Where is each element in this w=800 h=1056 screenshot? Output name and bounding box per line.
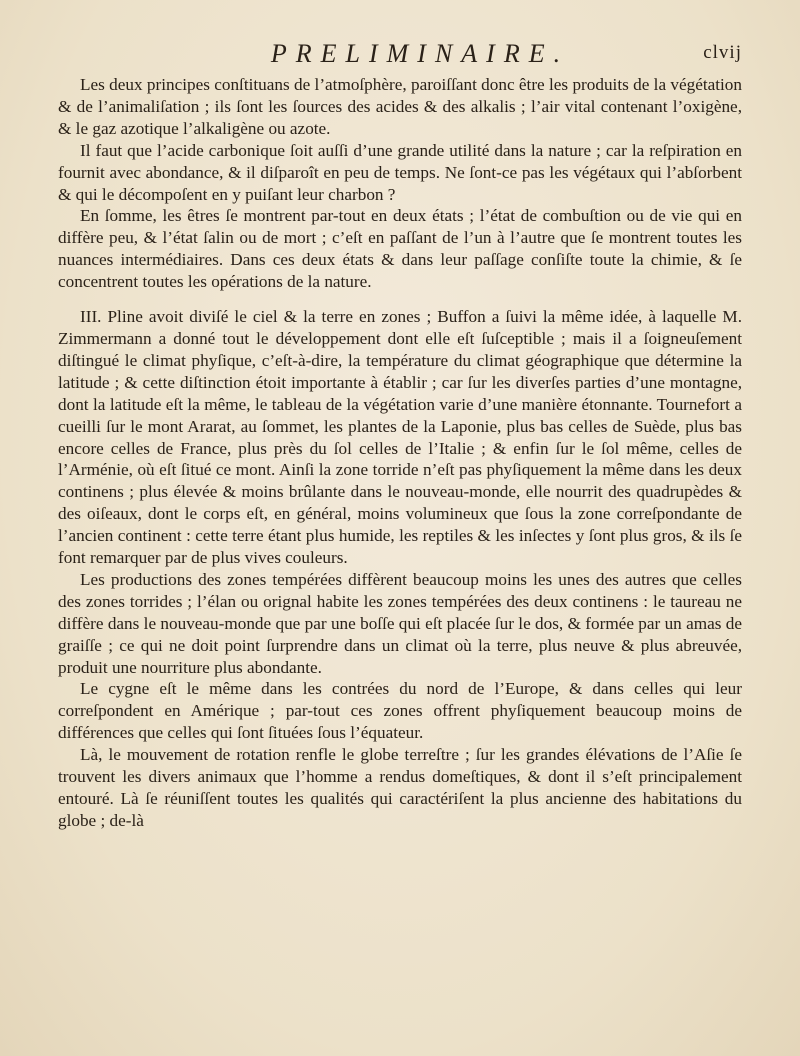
paragraph: Le cygne eſt le même dans les contrées du nord de l’Europe, & dans celles qui leur correſpondent en Amérique ; par-tout ces zones offrent phyſiquement beaucoup moins de différences que celles qui ſont ſituées ſous l’équateur. bbox=[58, 679, 742, 743]
page-header bbox=[58, 38, 742, 74]
paragraph: Les productions des zones tempérées diffèrent beaucoup moins les unes des autres que celles des zones torrides ; l’élan ou orignal habite les zones tempérées des deux continens : le taureau ne diffère dans le nouveau-monde que par une boſſe qui eſt placée ſur le dos, & formée par un amas de graiſſe ; ce qui ne doit point ſurprendre dans un climat où la terre, plus neuve & plus abreuvée, produit une nourriture plus abondante. bbox=[58, 569, 742, 677]
running-title: PRELIMINAIRE. bbox=[270, 39, 570, 68]
paragraph: Là, le mouvement de rotation renfle le globe terreſtre ; ſur les grandes élévations de l’Aſie ſe trouvent les divers animaux que l’homme a rendus domeſtiques, & dont il s’eſt principalement entouré. Là ſe réuniſſent toutes les qualités qui caractériſent la plus ancienne des habitations du globe ; de-là bbox=[58, 745, 742, 830]
paragraph: Les deux principes conſtituans de l’atmoſphère, paroiſſant donc être les produits de la végétation & de l’animaliſation ; ils ſont les ſources des acides & des alkalis ; l’air vital contenant l’oxigène, & le gaz azotique l’alkaligène ou azote. bbox=[58, 75, 742, 138]
paragraph: Il faut que l’acide carbonique ſoit auſſi d’une grande utilité dans la nature ; car la reſpiration en fournit avec abondance, & il diſparoît en peu de temps. Ne ſont-ce pas les végétaux qui l’abſorbent & qui le décompoſent en y puiſant leur charbon ? bbox=[58, 140, 742, 204]
page-number: clvij bbox=[703, 42, 742, 63]
body-text bbox=[58, 74, 742, 832]
paragraph: En ſomme, les êtres ſe montrent par-tout en deux états ; l’état de combuſtion ou de vie qui en diffère peu, & l’état ſalin ou de mort ; c’eſt en paſſant de l’un à l’autre que ſe montrent toutes les nuances intermédiaires. Dans ces deux états & dans leur paſſage conſiſte toute la chimie, & ſe concentrent toutes les opérations de la nature. bbox=[58, 206, 742, 292]
paragraph: III. Pline avoit diviſé le ciel & la terre en zones ; Buffon a ſuivi la même idée, à laquelle M. Zimmermann a donné tout le développement dont elle eſt ſuſceptible ; mais il a ſoigneuſement diſtingué le climat phyſique, c’eſt-à-dire, la température du climat géographique que détermine la latitude ; & cette diſtinction étoit importante à établir ; car ſur les diverſes parties d’une montagne, dont la latitude eſt la même, le tableau de la végétation varie d’une manière étonnante. Tournefort a cueilli ſur le mont Ararat, au ſommet, les plantes de la Laponie, plus bas celles de Suède, plus bas encore celles de France, plus près du ſol celles de l’Italie ; & enfin ſur le ſol même, celles de l’Arménie, où eſt ſitué ce mont. Ainſi la zone torride n’eſt pas phyſiquement la même dans les deux continens ; plus élevée & moins brûlante dans le nouveau-monde, elle nourrit des quadrupèdes & des oiſeaux, dont le corps eſt, en général, moins volumineux que ſous la zone correſpondante de l’ancien continent : cette terre étant plus humide, les reptiles & les inſectes y ſont plus gros, & ils ſe font remarquer par de plus vives couleurs. bbox=[58, 307, 742, 568]
